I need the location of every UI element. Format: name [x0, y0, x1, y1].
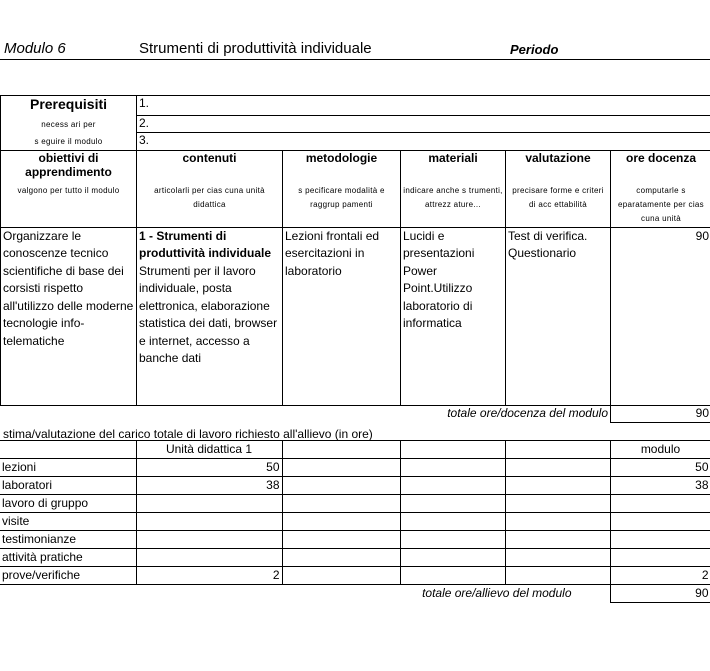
stima-row: [0, 459, 710, 477]
unit-description: Strumenti per il lavoro individuale, posta elettronica, elaborazione statistica dei dati, browser e internet, accesso a banche dati: [139, 263, 278, 365]
col-head-obiettivi: obiettivi di apprendimento: [1, 150, 137, 182]
stima-empty-cell: [282, 567, 400, 585]
stima-empty-cell: [400, 513, 505, 531]
stima-row-modulo: [610, 549, 710, 567]
stima-empty-cell: [282, 477, 400, 495]
prerequisiti-sub-1: necess ari per: [1, 116, 137, 133]
stima-empty-cell: [505, 459, 610, 477]
totale-allievo-label: totale ore/allievo del modulo: [0, 585, 610, 603]
stima-empty-cell: [400, 477, 505, 495]
totale-docenza-value: 90: [611, 405, 710, 422]
stima-empty-cell: [505, 513, 610, 531]
stima-empty-cell: [282, 531, 400, 549]
obiettivi-cell: Organizzare le conoscenze tecnico scientifiche di base dei corsisti rispetto all'utilizzo delle moderne tecnologie info-telematiche: [1, 227, 137, 405]
stima-empty-cell: [505, 477, 610, 495]
stima-empty-cell: [505, 549, 610, 567]
totale-allievo-value: 90: [610, 585, 710, 603]
prerequisite-3: 3.: [137, 133, 710, 151]
stima-empty-cell: [400, 549, 505, 567]
stima-row-modulo: 50: [610, 459, 710, 477]
stima-row-label: visite: [0, 513, 136, 531]
stima-row-label: laboratori: [0, 477, 136, 495]
stima-row-modulo: 38: [610, 477, 710, 495]
stima-caption: stima/valutazione del carico totale di lavoro richiesto all'allievo (in ore): [3, 427, 373, 441]
stima-row-unita: [136, 513, 282, 531]
valutazione-cell: Test di verifica. Questionario: [506, 227, 611, 405]
stima-empty-cell: [505, 567, 610, 585]
col-sub-valutazione: precisare forme e criteri di acc ettabilità: [506, 182, 611, 227]
stima-empty-cell: [282, 495, 400, 513]
col-head-ore: ore docenza: [611, 150, 710, 182]
stima-empty-head: [400, 441, 505, 459]
header-divider: [0, 59, 710, 60]
contenuti-cell: [137, 227, 283, 405]
module-table: [0, 95, 710, 423]
stima-col-modulo: modulo: [610, 441, 710, 459]
col-head-metodologie: metodologie: [283, 150, 401, 182]
module-title: Strumenti di produttività individuale: [139, 40, 372, 57]
stima-row-label: attività pratiche: [0, 549, 136, 567]
col-sub-contenuti: articolarli per cias cuna unità didattica: [137, 182, 283, 227]
stima-empty-cell: [505, 531, 610, 549]
stima-empty-cell: [400, 567, 505, 585]
stima-row-label: lezioni: [0, 459, 136, 477]
ore-docenza-cell: 90: [611, 227, 710, 405]
stima-empty-cell: [400, 459, 505, 477]
stima-empty-head: [282, 441, 400, 459]
stima-row-unita: 50: [136, 459, 282, 477]
col-sub-materiali: indicare anche s trumenti, attrezz ature...: [401, 182, 506, 227]
stima-row: [0, 477, 710, 495]
prerequisite-2: 2.: [137, 116, 710, 133]
stima-row-label: prove/verifiche: [0, 567, 136, 585]
stima-row-unita: [136, 495, 282, 513]
stima-row-label: lavoro di gruppo: [0, 495, 136, 513]
stima-row: [0, 495, 710, 513]
col-sub-obiettivi: valgono per tutto il modulo: [1, 182, 137, 227]
stima-corner: [0, 441, 136, 459]
stima-row-unita: [136, 549, 282, 567]
stima-row: [0, 549, 710, 567]
stima-row: [0, 513, 710, 531]
stima-row-unita: [136, 531, 282, 549]
totale-docenza-label: totale ore/docenza del modulo: [1, 405, 611, 422]
prerequisiti-sub-2: s eguire il modulo: [1, 133, 137, 151]
materiali-cell: Lucidi e presentazioni Power Point.Utilizzo laboratorio di informatica: [401, 227, 506, 405]
stima-col-unita: Unità didattica 1: [136, 441, 282, 459]
stima-row-label: testimonianze: [0, 531, 136, 549]
module-number: Modulo 6: [4, 40, 66, 57]
stima-empty-cell: [282, 459, 400, 477]
col-head-materiali: materiali: [401, 150, 506, 182]
stima-row-unita: 2: [136, 567, 282, 585]
stima-empty-cell: [282, 513, 400, 531]
stima-empty-cell: [400, 531, 505, 549]
stima-empty-cell: [400, 495, 505, 513]
stima-row: [0, 531, 710, 549]
periodo-label: Periodo: [510, 42, 559, 57]
stima-empty-cell: [282, 549, 400, 567]
stima-row-modulo: [610, 495, 710, 513]
stima-empty-head: [505, 441, 610, 459]
stima-table: [0, 440, 710, 603]
col-head-contenuti: contenuti: [137, 150, 283, 182]
prerequisite-1: 1.: [137, 96, 710, 116]
col-sub-ore: computarle s eparatamente per cias cuna unità: [611, 182, 710, 227]
unit-title: 1 - Strumenti di produttività individuale: [139, 228, 272, 260]
stima-row-modulo: [610, 531, 710, 549]
col-head-valutazione: valutazione: [506, 150, 611, 182]
stima-row-modulo: 2: [610, 567, 710, 585]
stima-empty-cell: [505, 495, 610, 513]
stima-row-modulo: [610, 513, 710, 531]
stima-row-unita: 38: [136, 477, 282, 495]
stima-row: [0, 567, 710, 585]
metodologie-cell: Lezioni frontali ed esercitazioni in laboratorio: [283, 227, 401, 405]
col-sub-metodologie: s pecificare modalità e raggrup pamenti: [283, 182, 401, 227]
prerequisiti-title: Prerequisiti: [1, 96, 137, 116]
